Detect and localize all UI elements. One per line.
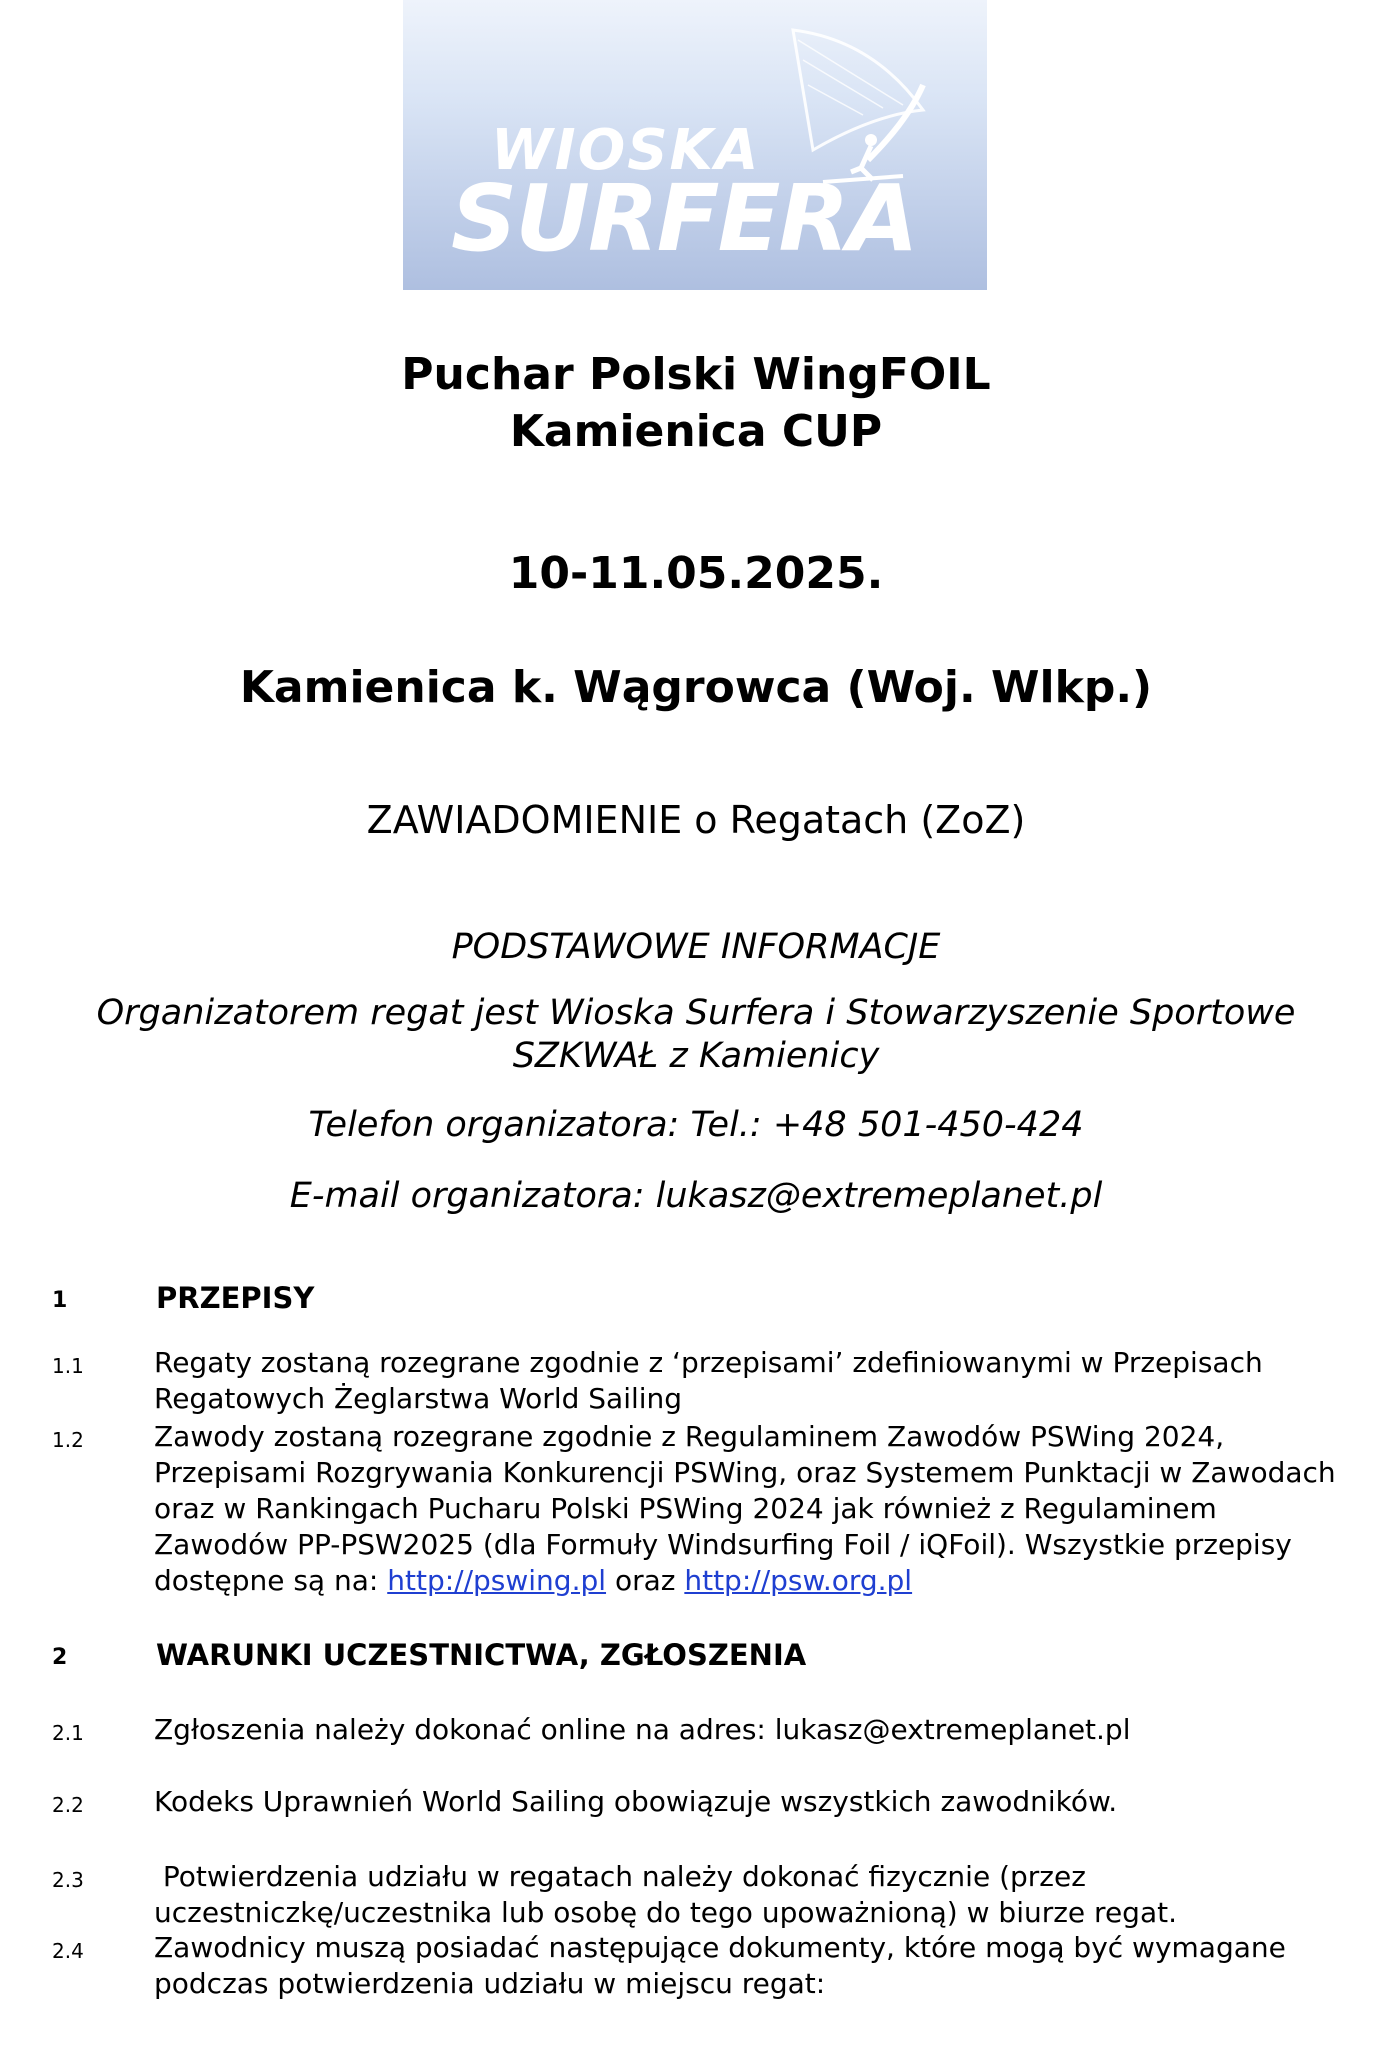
organizer-email: E-mail organizatora: lukasz@extremeplanet.pl [289,1176,1103,1216]
item-number: 2.4 [52,1939,84,1963]
item-text: Zawodnicy muszą posiadać następujące dokumenty, które mogą być wymagane podczas potwierdzenia udziału w miejscu regat: [154,1931,1286,2000]
section-number: 1 [52,1288,68,1313]
item-number: 2.3 [52,1868,84,1892]
title-line-1: Puchar Polski WingFOIL [401,349,991,400]
event-location: Kamienica k. Wągrowca (Woj. Wlkp.) [239,662,1153,713]
title-line-2: Kamienica CUP [509,406,883,457]
item-text: Potwierdzenia udziału w regatach należy dokonać fizycznie (przez uczestniczkę/uczestnika lub osobę do tego upoważnioną) w biurze regat. [154,1860,1177,1929]
organizer-line-2: SZKWAŁ z Kamienicy [512,1036,880,1076]
basic-info-heading: PODSTAWOWE INFORMACJE [451,927,941,967]
item-number: 2.1 [52,1721,84,1745]
logo-text-wioska: WIOSKA [491,118,761,183]
section-number: 2 [52,1645,68,1670]
organizer-phone: Telefon organizatora: Tel.: +48 501-450-424 [308,1105,1084,1145]
logo [403,0,987,290]
item-number: 1.1 [52,1354,84,1378]
item-text: Zgłoszenia należy dokonać online na adres: lukasz@extremeplanet.pl [154,1713,1131,1746]
item-text: Kodeks Uprawnień World Sailing obowiązuje wszystkich zawodników. [154,1785,1118,1818]
link-pswing[interactable]: http://pswing.pl [387,1564,607,1597]
section-title: WARUNKI UCZESTNICTWA, ZGŁOSZENIA [156,1638,807,1672]
section-title: PRZEPISY [156,1281,315,1315]
item-number: 2.2 [52,1793,84,1817]
logo-text-surfera: SURFERA [451,165,917,272]
organizer-line-1: Organizatorem regat jest Wioska Surfera i Stowarzyszenie Sportowe [96,993,1296,1033]
item-text: Regaty zostaną rozegrane zgodnie z ‘przepisami’ zdefiniowanymi w Przepisach Regatowych Żeglarstwa World Sailing [154,1346,1263,1415]
item-text: Zawody zostaną rozegrane zgodnie z Regulaminem Zawodów PSWing 2024, Przepisami Rozgrywania Konkurencji PSWing, oraz Systemem Punktacji w Zawodach oraz w Rankingach Pucharu Polski PSWing 2024 jak również z Regulaminem Zawodów PP-PSW2025 (dla Formuły Windsurfing Foil / iQFoil). Wszystkie przepisy dostępne są na: [154,1420,1336,1597]
link-psw[interactable]: http://psw.org.pl [684,1564,913,1597]
item-text-with-links [154,1419,1344,1599]
item-number: 1.2 [52,1428,84,1452]
event-date: 10-11.05.2025. [508,548,884,599]
link-connector: oraz [614,1564,676,1597]
notice-heading: ZAWIADOMIENIE o Regatach (ZoZ) [366,798,1026,842]
